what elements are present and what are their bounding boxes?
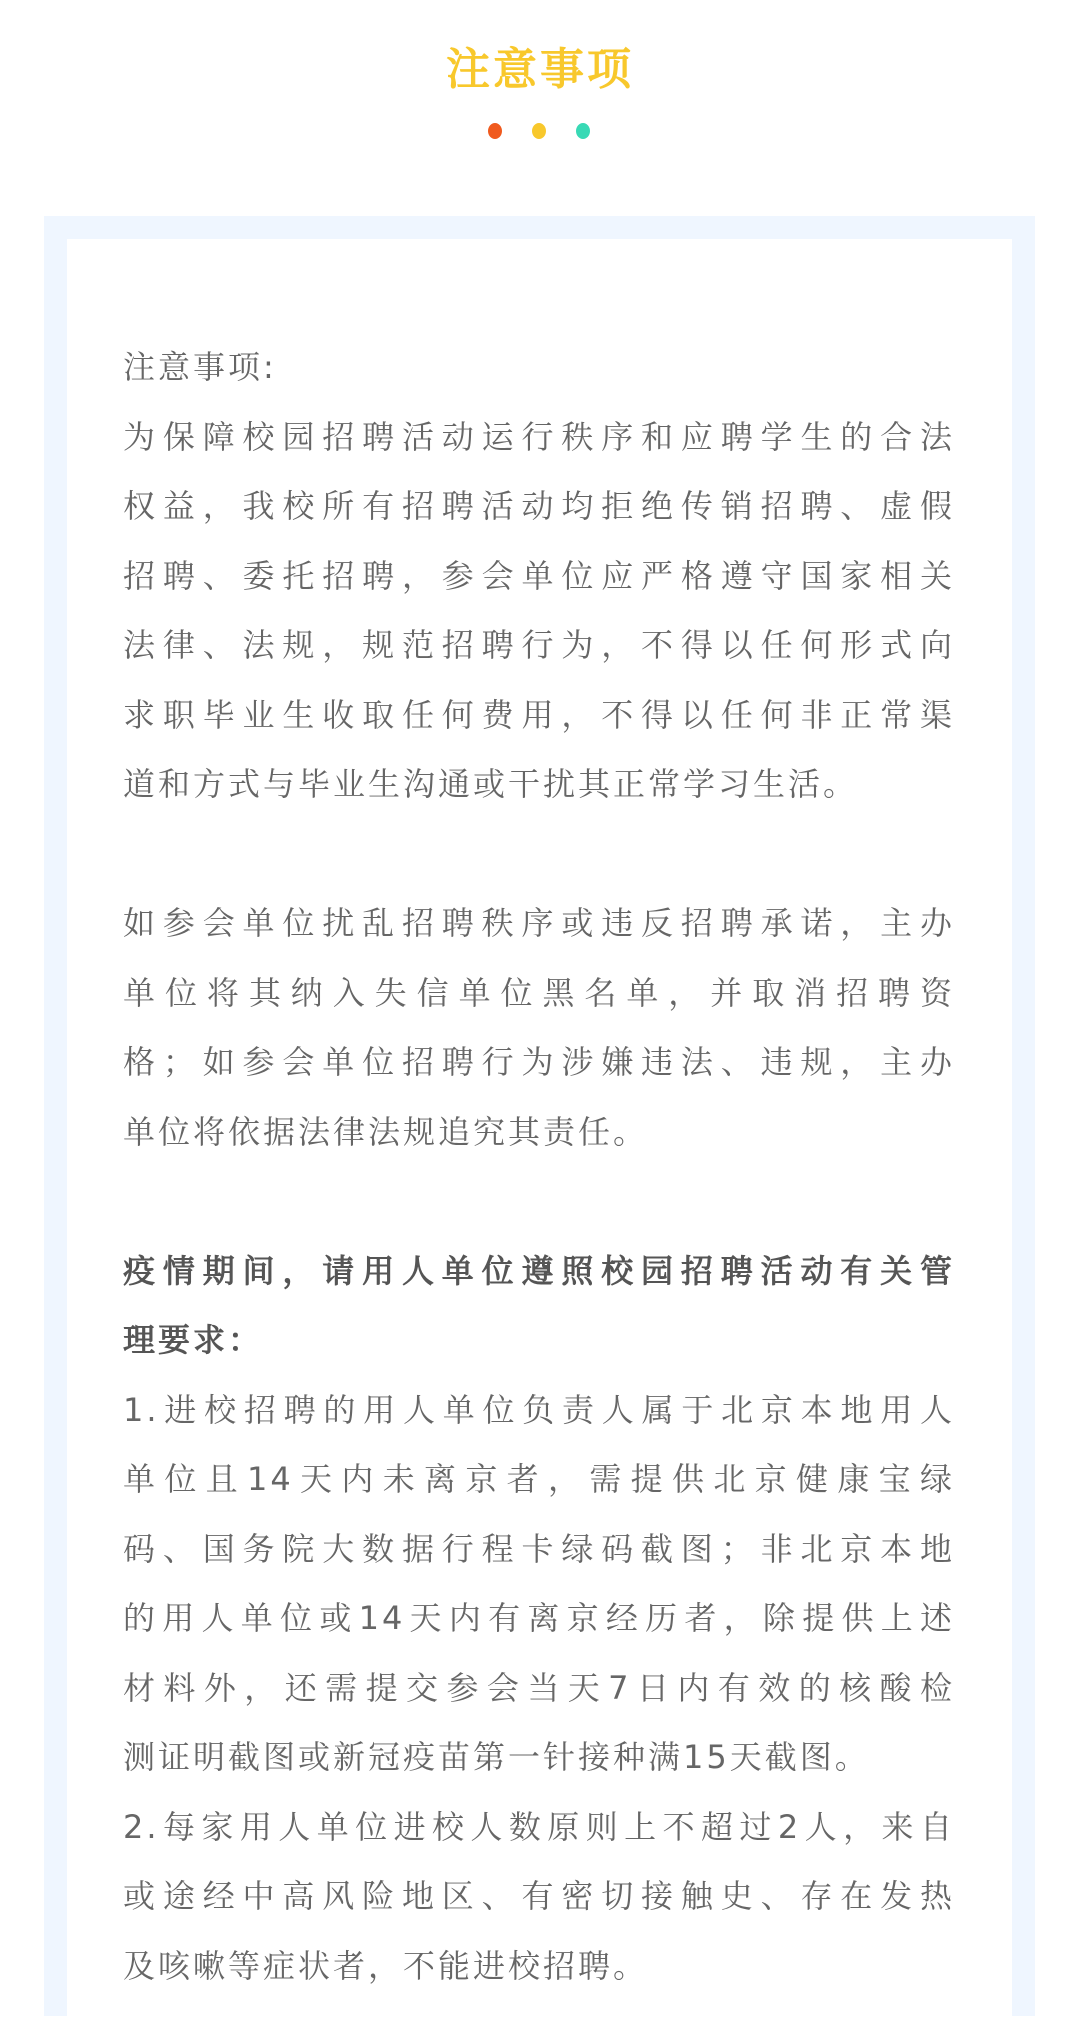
text-line: 的用人单位或14天内有离京经历者，除提供上述 xyxy=(123,1599,955,1637)
paragraph-penalty xyxy=(123,889,955,1167)
notice-card-frame xyxy=(44,216,1035,2016)
text-line: 单位将依据法律法规追究其责任。 xyxy=(123,1112,649,1151)
text-line: 理要求： xyxy=(123,1321,264,1359)
text-line: 招聘、委托招聘，参会单位应严格遵守国家相关 xyxy=(123,556,955,595)
section-title: 注意事项 xyxy=(446,44,634,95)
text-line: 权益，我校所有招聘活动均拒绝传销招聘、虚假 xyxy=(123,487,955,525)
text-line: 或途经中高风险地区、有密切接触史、存在发热 xyxy=(123,1877,955,1915)
spacer xyxy=(123,1167,955,1237)
text-line: 法律、法规，规范招聘行为，不得以任何形式向 xyxy=(123,626,955,664)
text-line: 格；如参会单位招聘行为涉嫌违法、违规，主办 xyxy=(123,1043,955,1081)
requirement-item-2 xyxy=(123,1793,955,2002)
decorative-dot-orange xyxy=(488,123,502,139)
text-line: 材料外，还需提交参会当天7日内有效的核酸检 xyxy=(123,1668,955,1707)
text-line: 道和方式与毕业生沟通或干扰其正常学习生活。 xyxy=(123,765,859,803)
text-line: 1.进校招聘的用人单位负责人属于北京本地用人 xyxy=(123,1390,955,1429)
text-line: 及咳嗽等症状者，不能进校招聘。 xyxy=(123,1946,649,1985)
text-line: 2.每家用人单位进校人数原则上不超过2人，来自 xyxy=(123,1807,955,1846)
notice-body xyxy=(123,333,955,2001)
text-line: 单位且14天内未离京者，需提供北京健康宝绿 xyxy=(123,1460,955,1498)
text-line: 疫情期间，请用人单位遵照校园招聘活动有关管 xyxy=(123,1251,955,1290)
epidemic-heading xyxy=(123,1237,955,1376)
text-line: 为保障校园招聘活动运行秩序和应聘学生的合法 xyxy=(123,417,955,456)
text-line: 码、国务院大数据行程卡绿码截图；非北京本地 xyxy=(123,1529,955,1568)
paragraph-conduct xyxy=(123,403,955,820)
spacer xyxy=(123,820,955,890)
text-line: 如参会单位扰乱招聘秩序或违反招聘承诺，主办 xyxy=(123,904,955,942)
requirement-item-1 xyxy=(123,1376,955,1793)
decorative-dot-teal xyxy=(576,123,590,139)
decorative-dot-yellow xyxy=(532,123,546,139)
text-line: 求职毕业生收取任何费用，不得以任何非正常渠 xyxy=(123,695,955,734)
notice-heading: 注意事项: xyxy=(123,348,277,386)
text-line: 单位将其纳入失信单位黑名单，并取消招聘资 xyxy=(123,973,955,1012)
notice-card xyxy=(67,239,1012,2039)
text-line: 测证明截图或新冠疫苗第一针接种满15天截图。 xyxy=(123,1738,870,1776)
